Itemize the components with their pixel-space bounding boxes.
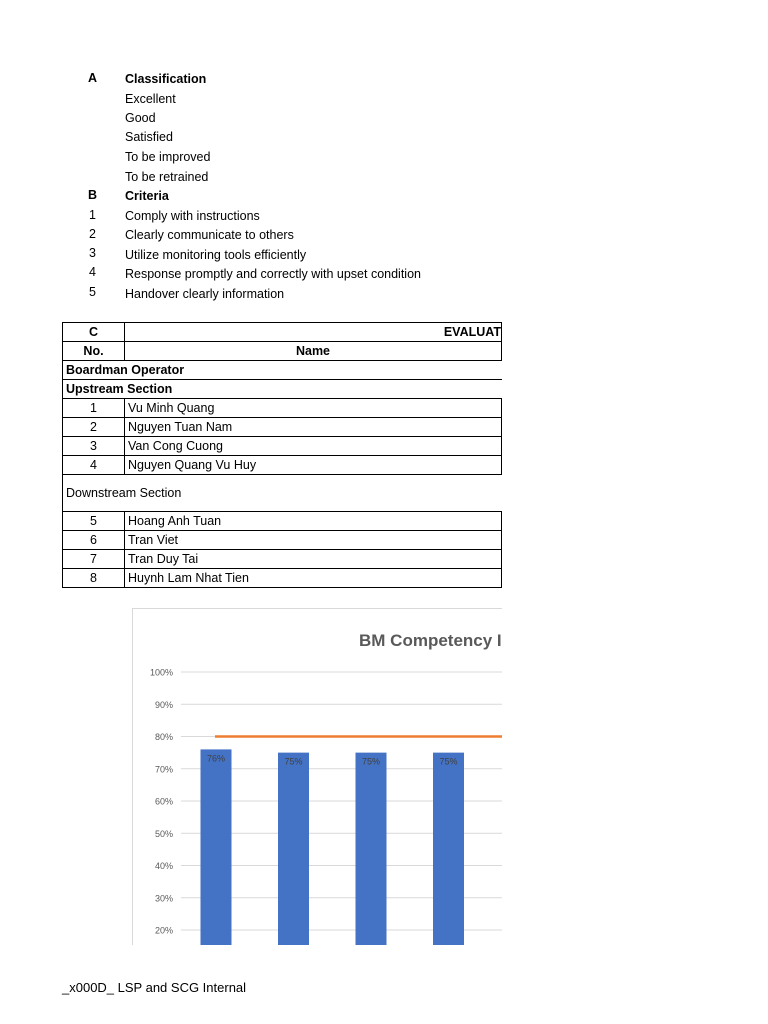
criteria-number: 2 <box>89 227 96 241</box>
group-row <box>63 361 502 380</box>
table-row <box>63 550 502 569</box>
table-row <box>63 456 502 475</box>
column-header-name: Name <box>125 342 502 361</box>
chart-title: BM Competency I <box>359 631 502 650</box>
classification-item: To be retrained <box>125 170 209 184</box>
evaluation-table <box>62 322 502 588</box>
row-number: 2 <box>63 418 125 437</box>
table-row <box>63 512 502 531</box>
section-row <box>63 380 502 399</box>
column-header-no: No. <box>63 342 125 361</box>
row-number: 5 <box>63 512 125 531</box>
row-number: 1 <box>63 399 125 418</box>
row-name: Tran Duy Tai <box>125 550 502 569</box>
row-name: Van Cong Cuong <box>125 437 502 456</box>
chart-svg <box>133 609 502 945</box>
criteria-text: Utilize monitoring tools efficiently <box>125 248 307 262</box>
table-row <box>63 418 502 437</box>
criteria-number: 5 <box>89 285 96 299</box>
row-number: 6 <box>63 531 125 550</box>
criteria-text: Clearly communicate to others <box>125 228 294 242</box>
upstream-section-label: Upstream Section <box>63 380 502 399</box>
row-number: 3 <box>63 437 125 456</box>
table-row <box>63 437 502 456</box>
classification-item: Satisfied <box>125 130 173 144</box>
row-name: Tran Viet <box>125 531 502 550</box>
row-number: 8 <box>63 569 125 588</box>
criteria-number: 4 <box>89 265 96 279</box>
table-row <box>63 399 502 418</box>
row-name: Vu Minh Quang <box>125 399 502 418</box>
section-b-heading: Criteria <box>125 189 169 203</box>
criteria-text: Handover clearly information <box>125 287 285 301</box>
section-a-letter: A <box>88 71 98 85</box>
criteria-text: Response promptly and correctly with upset condition <box>125 267 421 281</box>
table-title-row <box>63 323 502 342</box>
row-name: Nguyen Tuan Nam <box>125 418 502 437</box>
bar <box>201 749 232 945</box>
table-title: EVALUAT <box>125 323 502 342</box>
criteria-number: 1 <box>89 208 96 222</box>
row-name: Huynh Lam Nhat Tien <box>125 569 502 588</box>
y-tick-label: 30% <box>154 893 173 904</box>
bar <box>433 753 464 945</box>
section-row <box>63 475 502 512</box>
bar-data-label: 75% <box>284 756 303 767</box>
classification-item: Excellent <box>125 92 176 106</box>
bar-data-label: 75% <box>361 756 381 767</box>
competency-chart <box>132 608 502 945</box>
section-c-letter: C <box>63 323 125 342</box>
y-tick-label: 20% <box>154 925 173 936</box>
row-name: Hoang Anh Tuan <box>125 512 502 531</box>
y-tick-label: 40% <box>154 861 173 871</box>
group-label: Boardman Operator <box>63 361 502 380</box>
row-name: Nguyen Quang Vu Huy <box>125 456 502 475</box>
classification-item: To be improved <box>125 150 211 164</box>
bar-data-label: 76% <box>206 753 226 764</box>
table-header-row <box>63 342 502 361</box>
section-b-letter: B <box>88 188 98 202</box>
classification-item: Good <box>125 111 156 125</box>
table-row <box>63 531 502 550</box>
y-tick-label: 100% <box>149 667 173 678</box>
y-tick-label: 80% <box>154 732 173 742</box>
table-row <box>63 569 502 588</box>
criteria-text: Comply with instructions <box>125 209 260 223</box>
y-tick-label: 50% <box>154 828 173 839</box>
y-tick-label: 90% <box>154 699 173 710</box>
footer-text: _x000D_ LSP and SCG Internal <box>62 980 247 995</box>
bar <box>356 753 387 945</box>
criteria-number: 3 <box>89 246 96 260</box>
bar-data-label: 75% <box>439 756 458 767</box>
downstream-section-label: Downstream Section <box>63 475 502 512</box>
row-number: 4 <box>63 456 125 475</box>
y-tick-label: 60% <box>154 796 173 807</box>
bar <box>278 753 309 945</box>
row-number: 7 <box>63 550 125 569</box>
y-tick-label: 70% <box>154 764 173 775</box>
section-a-heading: Classification <box>125 72 207 86</box>
